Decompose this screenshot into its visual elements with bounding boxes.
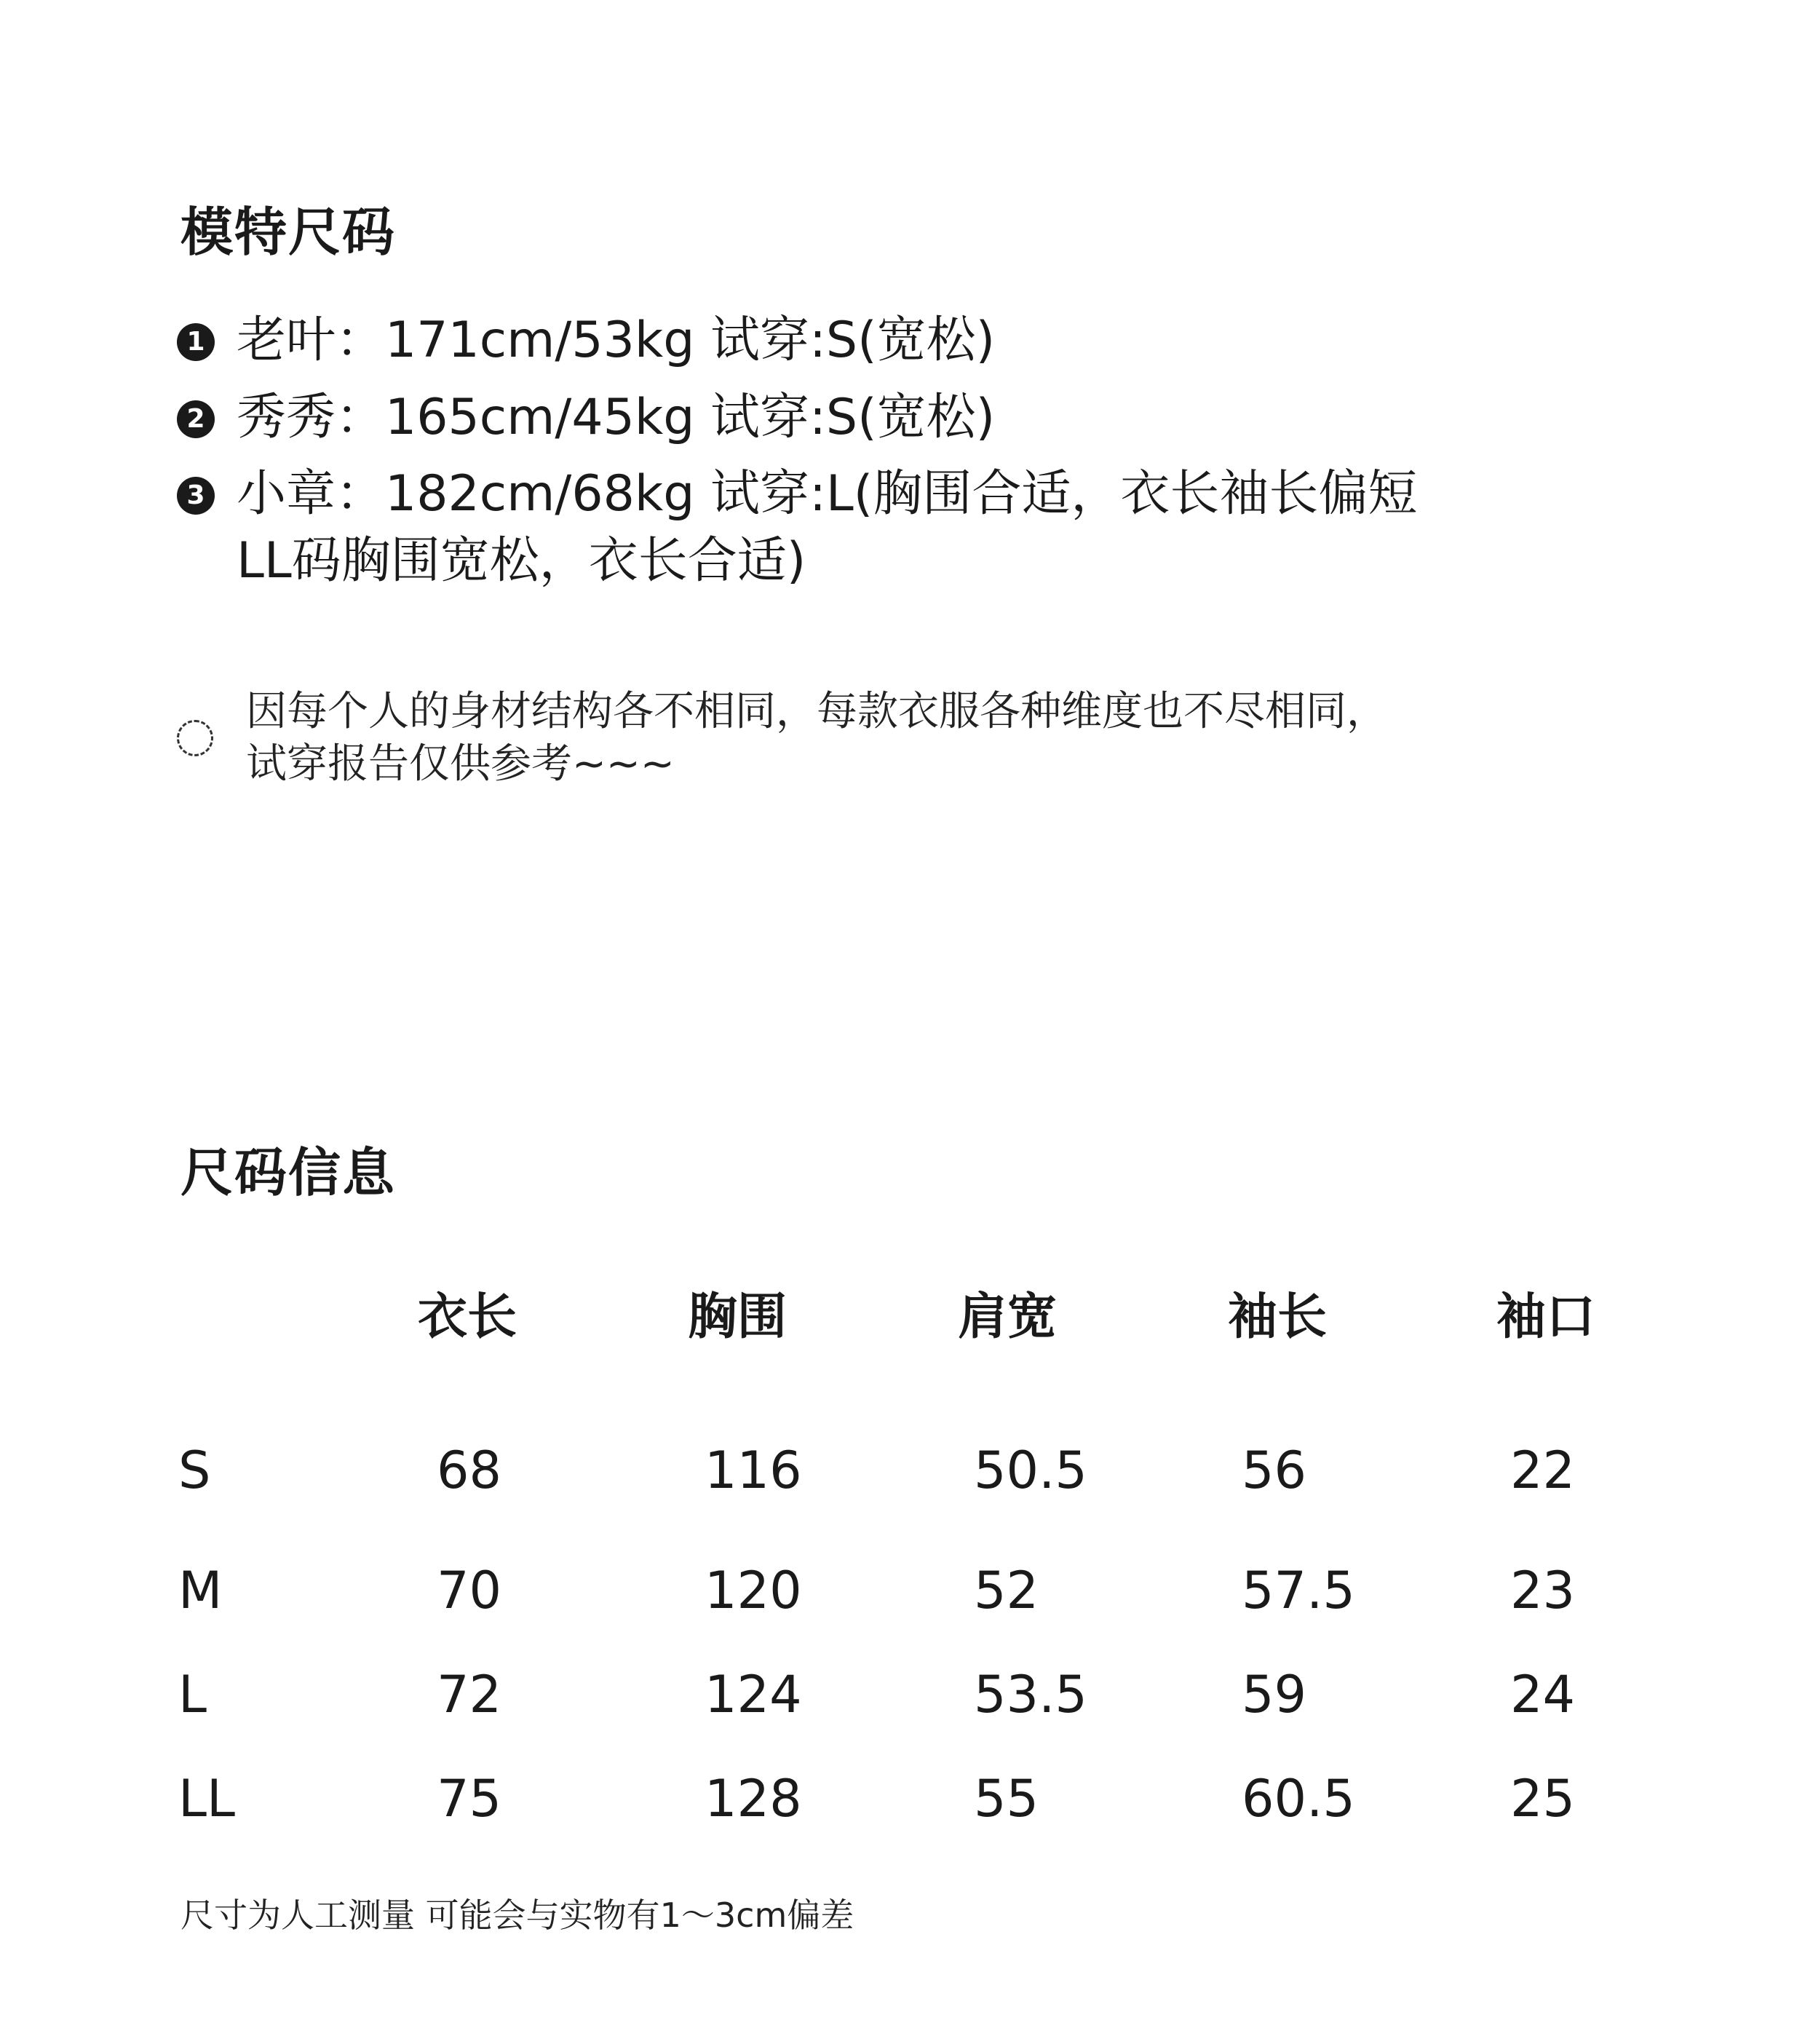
table-cell: 75 [437,1769,502,1829]
model-item-line: 老叶：171cm/53kg 试穿:S(宽松) [237,312,996,369]
column-header-length: 衣长 [417,1288,517,1346]
table-cell: 128 [705,1769,802,1829]
model-item-3 [177,461,1417,595]
size-info-title: 尺码信息 [180,1142,397,1203]
column-header-chest: 胸围 [687,1288,787,1346]
table-cell: 25 [1510,1769,1576,1829]
model-item-line: 秀秀：165cm/45kg 试穿:S(宽松) [237,389,996,446]
table-cell: 23 [1510,1561,1576,1620]
table-cell: 116 [705,1441,802,1500]
disclaimer-line: 因每个人的身材结构各不相同，每款衣服各种维度也不尽相同， [246,688,1387,735]
disclaimer-text [246,686,1387,791]
model-size-title: 模特尺码 [180,202,397,263]
column-header-shoulder: 肩宽 [957,1288,1057,1346]
model-item-text [237,461,1417,595]
table-cell: 53.5 [974,1665,1087,1724]
table-cell: 70 [437,1561,502,1620]
model-item-line: LL码胸围宽松，衣长合适) [237,532,806,590]
measurement-note: 尺寸为人工测量 可能会与实物有1～3cm偏差 [180,1896,854,1935]
table-cell: 124 [705,1665,802,1724]
column-header-sleeve-length: 袖长 [1227,1288,1327,1346]
size-label-m: M [178,1561,223,1620]
table-cell: 22 [1510,1441,1576,1500]
dashed-circle-icon [177,720,213,756]
number-one-badge-icon: 1 [177,323,215,361]
number-two-badge-icon: 2 [177,400,215,438]
table-cell: 72 [437,1665,502,1724]
size-label-l: L [178,1665,207,1724]
table-cell: 24 [1510,1665,1576,1724]
fit-disclaimer-note [177,686,1387,791]
model-item-1 [177,307,995,374]
table-cell: 120 [705,1561,802,1620]
table-cell: 68 [437,1441,502,1500]
table-cell: 50.5 [974,1441,1087,1500]
table-cell: 60.5 [1242,1769,1355,1829]
column-header-cuff: 袖口 [1496,1288,1595,1346]
disclaimer-line: 试穿报告仅供参考~~~ [246,740,675,788]
table-cell: 52 [974,1561,1039,1620]
model-item-2 [177,384,995,451]
size-label-s: S [178,1441,211,1500]
model-item-text [237,384,995,451]
model-item-text [237,307,995,374]
table-cell: 55 [974,1769,1039,1829]
number-three-badge-icon: 3 [177,477,215,515]
size-label-ll: LL [178,1769,235,1829]
model-item-line: 小章：182cm/68kg 试穿:L(胸围合适，衣长袖长偏短 [237,465,1418,523]
table-cell: 56 [1242,1441,1307,1500]
table-cell: 59 [1242,1665,1307,1724]
table-cell: 57.5 [1242,1561,1355,1620]
